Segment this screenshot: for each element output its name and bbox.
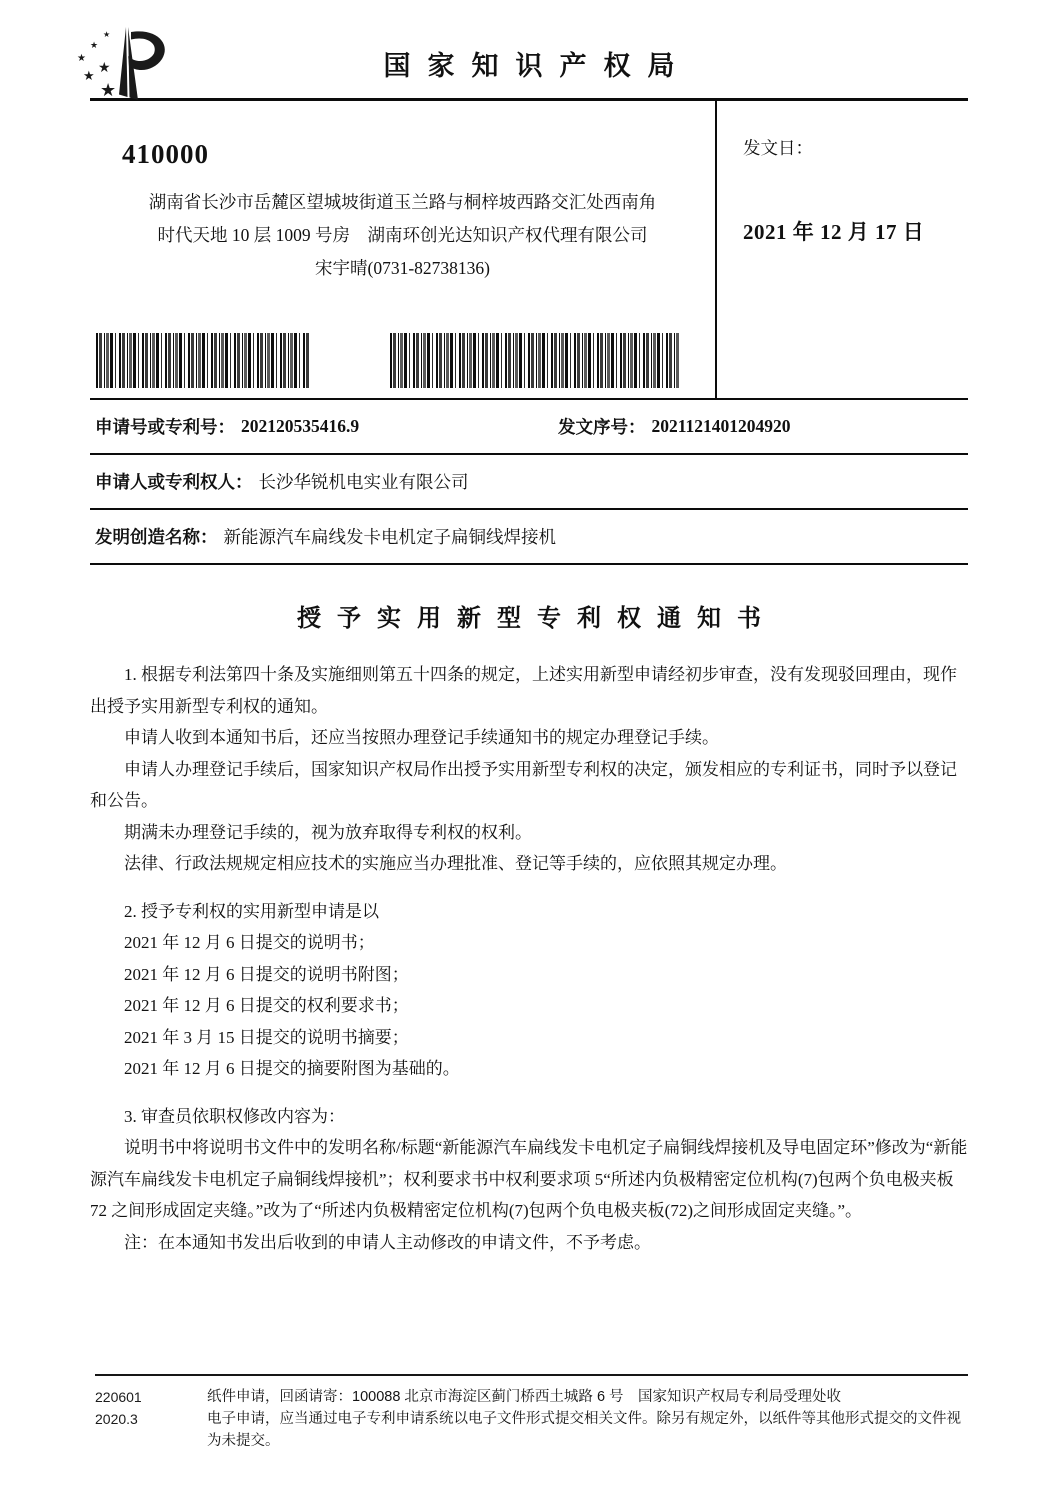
paragraph: 说明书中将说明书文件中的发明名称/标题“新能源汽车扁线发卡电机定子扁铜线焊接机及导电固定环”修改为“新能源汽车扁线发卡电机定子扁铜线焊接机”；权利要求书中权利要求项 5“所述内负极精密定位机构(7)包两个负电极夹板 72 之间形成固定夹缝。”改为了“所述内负极精密定位机构(7)包两个负电极夹板(72)之间形成固定夹缝。”。: [90, 1138, 968, 1220]
paragraph: 期满未办理登记手续的，视为放弃取得专利权的权利。: [124, 822, 532, 842]
application-number-value: 202120535416.9: [241, 416, 360, 436]
footer-instructions: [207, 1386, 968, 1452]
logo-star-icon: ★: [90, 41, 99, 51]
postcode: 410000: [122, 139, 209, 169]
header: [77, 0, 968, 101]
application-number-row: [90, 400, 968, 455]
paragraph: 2021 年 12 月 6 日提交的权利要求书；: [124, 996, 409, 1015]
applicant-row: [90, 455, 968, 510]
paragraph: 3. 审查员依职权修改内容为：: [124, 1106, 345, 1126]
barcode-left: [96, 333, 310, 388]
logo-star-icon: ★: [103, 30, 111, 39]
address-line-3: 宋宇晴(0731-82738136): [315, 258, 490, 278]
issue-date-value: 2021 年 12 月 17 日: [743, 220, 925, 244]
logo-star-icon: ★: [83, 69, 95, 84]
serial-number-value: 2021121401204920: [651, 416, 791, 436]
cnipa-logo-icon: [70, 26, 180, 104]
footer-electronic-filing-line: 电子申请，应当通过电子专利申请系统以电子文件形式提交相关文件。除另有规定外，以纸件等其他形式提交的文件视为未提交。: [207, 1411, 961, 1449]
invention-title-label: 发明创造名称：: [95, 527, 218, 547]
form-code-number: 220601: [95, 1389, 142, 1405]
paragraph: 申请人收到本通知书后，还应当按照办理登记手续通知书的规定办理登记手续。: [124, 728, 719, 747]
barcode-right: [390, 333, 680, 388]
paragraph: 注：在本通知书发出后收到的申请人主动修改的申请文件，不予考虑。: [124, 1232, 651, 1252]
notice-section-2: [90, 896, 968, 1085]
applicant-label: 申请人或专利权人：: [95, 472, 253, 492]
address-line-1: 湖南省长沙市岳麓区望城坡街道玉兰路与桐梓坡西路交汇处西南角: [148, 192, 657, 212]
form-code-version: 2020.3: [95, 1411, 138, 1427]
mailing-address-block: [90, 101, 715, 398]
paragraph: 2021 年 3 月 15 日提交的说明书摘要；: [124, 1027, 409, 1047]
serial-number-group: [558, 414, 791, 439]
address-line-2: 时代天地 10 层 1009 号房 湖南环创光达知识产权代理有限公司: [157, 225, 648, 245]
paragraph: 2021 年 12 月 6 日提交的说明书；: [124, 933, 375, 952]
mailing-band: [90, 98, 968, 400]
logo-star-icon: ★: [100, 80, 117, 101]
paragraph: 2. 授予专利权的实用新型申请是以: [124, 901, 379, 921]
paragraph: 1. 根据专利法第四十条及实施细则第五十四条的规定，上述实用新型申请经初步审查，没有发现驳回理由，现作出授予实用新型专利权的通知。: [90, 665, 957, 716]
barcode-row: [96, 333, 680, 388]
paragraph: 法律、行政法规规定相应技术的实施应当办理批准、登记等手续的，应依照其规定办理。: [124, 854, 787, 873]
notice-title: 授予实用新型专利权通知书: [297, 606, 777, 632]
logo-star-icon: ★: [77, 53, 86, 64]
cnipa-logo-mark: [70, 26, 180, 104]
footer: [95, 1374, 968, 1452]
logo-star-icon: ★: [98, 60, 111, 76]
notice-section-3: [90, 1101, 968, 1259]
applicant-value: 长沙华锐机电实业有限公司: [258, 472, 469, 492]
issue-date-box: [715, 101, 968, 398]
paragraph: 2021 年 12 月 6 日提交的摘要附图为基础的。: [124, 1059, 460, 1078]
agency-title: 国家知识产权局: [383, 51, 692, 81]
notice-body: [90, 659, 968, 1258]
notice-section-1: [90, 659, 968, 880]
paragraph: 2021 年 12 月 6 日提交的说明书附图；: [124, 964, 409, 984]
invention-title-value: 新能源汽车扁线发卡电机定子扁铜线焊接机: [223, 527, 556, 547]
application-number-label: 申请号或专利号：: [95, 417, 235, 437]
invention-title-row: [90, 510, 968, 565]
paragraph: 申请人办理登记手续后，国家知识产权局作出授予实用新型专利权的决定，颁发相应的专利证书，同时予以登记和公告。: [90, 759, 957, 810]
serial-number-label: 发文序号：: [558, 417, 646, 437]
form-codes: [95, 1386, 207, 1452]
issue-date-label: 发文日：: [743, 138, 813, 158]
footer-paper-filing-line: 纸件申请，回函请寄：100088 北京市海淀区蓟门桥西土城路 6 号 国家知识产权局专利局受理处收: [207, 1389, 842, 1405]
